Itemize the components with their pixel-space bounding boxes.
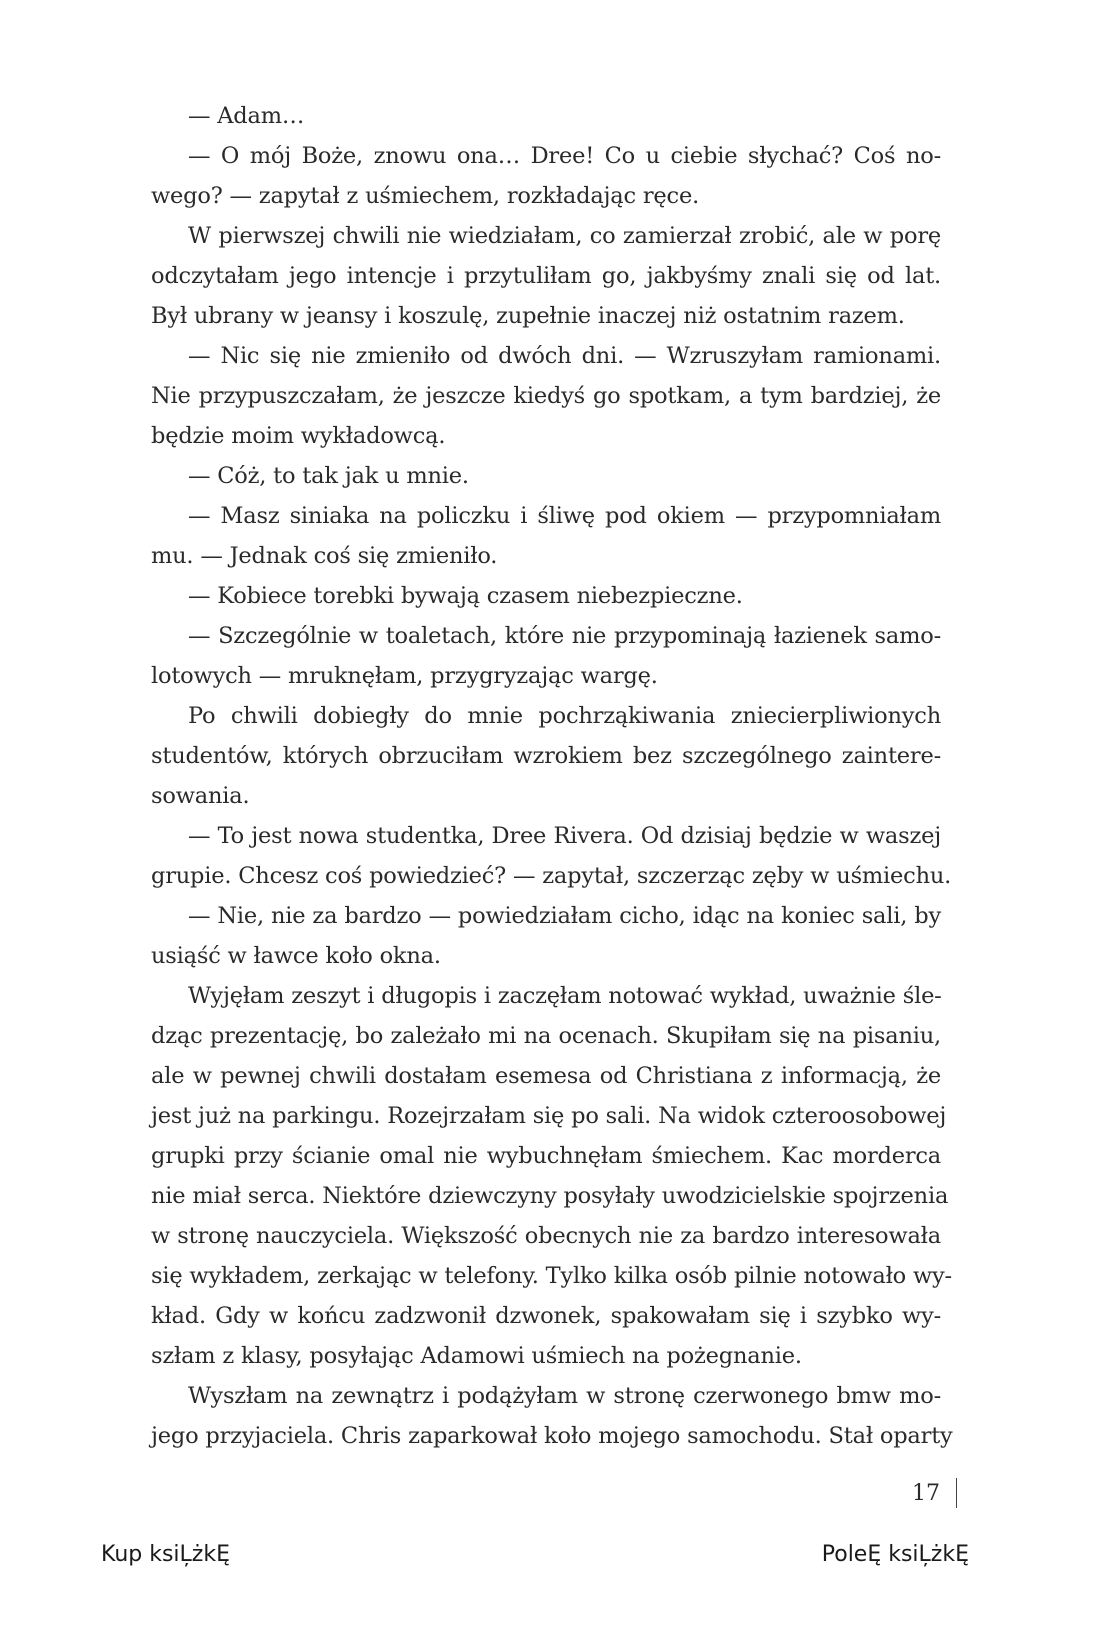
page-number-rule	[956, 1478, 957, 1508]
text-line: dząc prezentację, bo zależało mi na ocenach. Skupiłam się na pisaniu,	[151, 1023, 941, 1049]
text-line: — Nie, nie za bardzo — powiedziałam cicho, idąc na koniec sali, by	[188, 903, 941, 929]
text-line: — To jest nowa studentka, Dree Rivera. Od dzisiaj będzie w waszej	[188, 823, 941, 849]
text-line: — Nic się nie zmieniło od dwóch dni. — Wzruszyłam ramionami.	[188, 343, 941, 369]
text-line: Wyszłam na zewnątrz i podążyłam w stronę czerwonego bmw mo-	[188, 1383, 941, 1409]
text-line: Był ubrany w jeansy i koszulę, zupełnie inaczej niż ostatnim razem.	[151, 303, 905, 329]
text-line: Po chwili dobiegły do mnie pochrząkiwania zniecierpliwionych	[188, 703, 941, 729]
text-line: w stronę nauczyciela. Większość obecnych nie za bardzo interesowała	[151, 1223, 941, 1249]
text-line: jego przyjaciela. Chris zaparkował koło mojego samochodu. Stał oparty	[151, 1423, 953, 1449]
text-line: szłam z klasy, posyłając Adamowi uśmiech na pożegnanie.	[151, 1343, 802, 1369]
text-line: się wykładem, zerkając w telefony. Tylko kilka osób pilnie notowało wy-	[151, 1263, 952, 1289]
text-line: kład. Gdy w końcu zadzwonił dzwonek, spakowałam się i szybko wy-	[151, 1303, 941, 1329]
text-line: — Cóż, to tak jak u mnie.	[188, 463, 469, 489]
text-line: W pierwszej chwili nie wiedziałam, co zamierzał zrobić, ale w porę	[188, 223, 941, 249]
text-line: grupki przy ścianie omal nie wybuchnęłam śmiechem. Kac morderca	[151, 1143, 941, 1169]
page-number: 17	[912, 1481, 940, 1506]
text-line: Nie przypuszczałam, że jeszcze kiedyś go spotkam, a tym bardziej, że	[151, 383, 941, 409]
text-line: — Adam…	[188, 103, 305, 129]
text-line: sowania.	[151, 783, 250, 809]
text-line: — O mój Boże, znowu ona… Dree! Co u ciebie słychać? Coś no-	[188, 143, 941, 169]
recommend-book-link[interactable]: PoleĘ ksiĻżkĘ	[821, 1542, 969, 1567]
text-line: ale w pewnej chwili dostałam esemesa od Christiana z informacją, że	[151, 1063, 941, 1089]
page-body	[151, 96, 953, 1456]
text-line: — Szczególnie w toaletach, które nie przypominają łazienek samo-	[188, 623, 941, 649]
buy-book-link[interactable]: Kup ksiĻżkĘ	[101, 1542, 230, 1567]
text-line: wego? — zapytał z uśmiechem, rozkładając ręce.	[151, 183, 700, 209]
text-line: studentów, których obrzuciłam wzrokiem bez szczególnego zaintere-	[151, 743, 941, 769]
text-line: Wyjęłam zeszyt i długopis i zaczęłam notować wykład, uważnie śle-	[188, 983, 942, 1009]
text-line: — Masz siniaka na policzku i śliwę pod okiem — przypomniałam	[188, 503, 941, 529]
text-line: odczytałam jego intencje i przytuliłam go, jakbyśmy znali się od lat.	[151, 263, 941, 289]
text-line: lotowych — mruknęłam, przygryzając wargę.	[151, 663, 658, 689]
text-line: będzie moim wykładowcą.	[151, 423, 446, 449]
text-line: jest już na parkingu. Rozejrzałam się po sali. Na widok czteroosobowej	[151, 1103, 947, 1129]
text-line: usiąść w ławce koło okna.	[151, 943, 441, 969]
text-line: grupie. Chcesz coś powiedzieć? — zapytał, szczerząc zęby w uśmiechu.	[151, 863, 952, 889]
text-line: mu. — Jednak coś się zmieniło.	[151, 543, 498, 569]
text-line: — Kobiece torebki bywają czasem niebezpieczne.	[188, 583, 743, 609]
text-line: nie miał serca. Niektóre dziewczyny posyłały uwodzicielskie spojrzenia	[151, 1183, 949, 1209]
